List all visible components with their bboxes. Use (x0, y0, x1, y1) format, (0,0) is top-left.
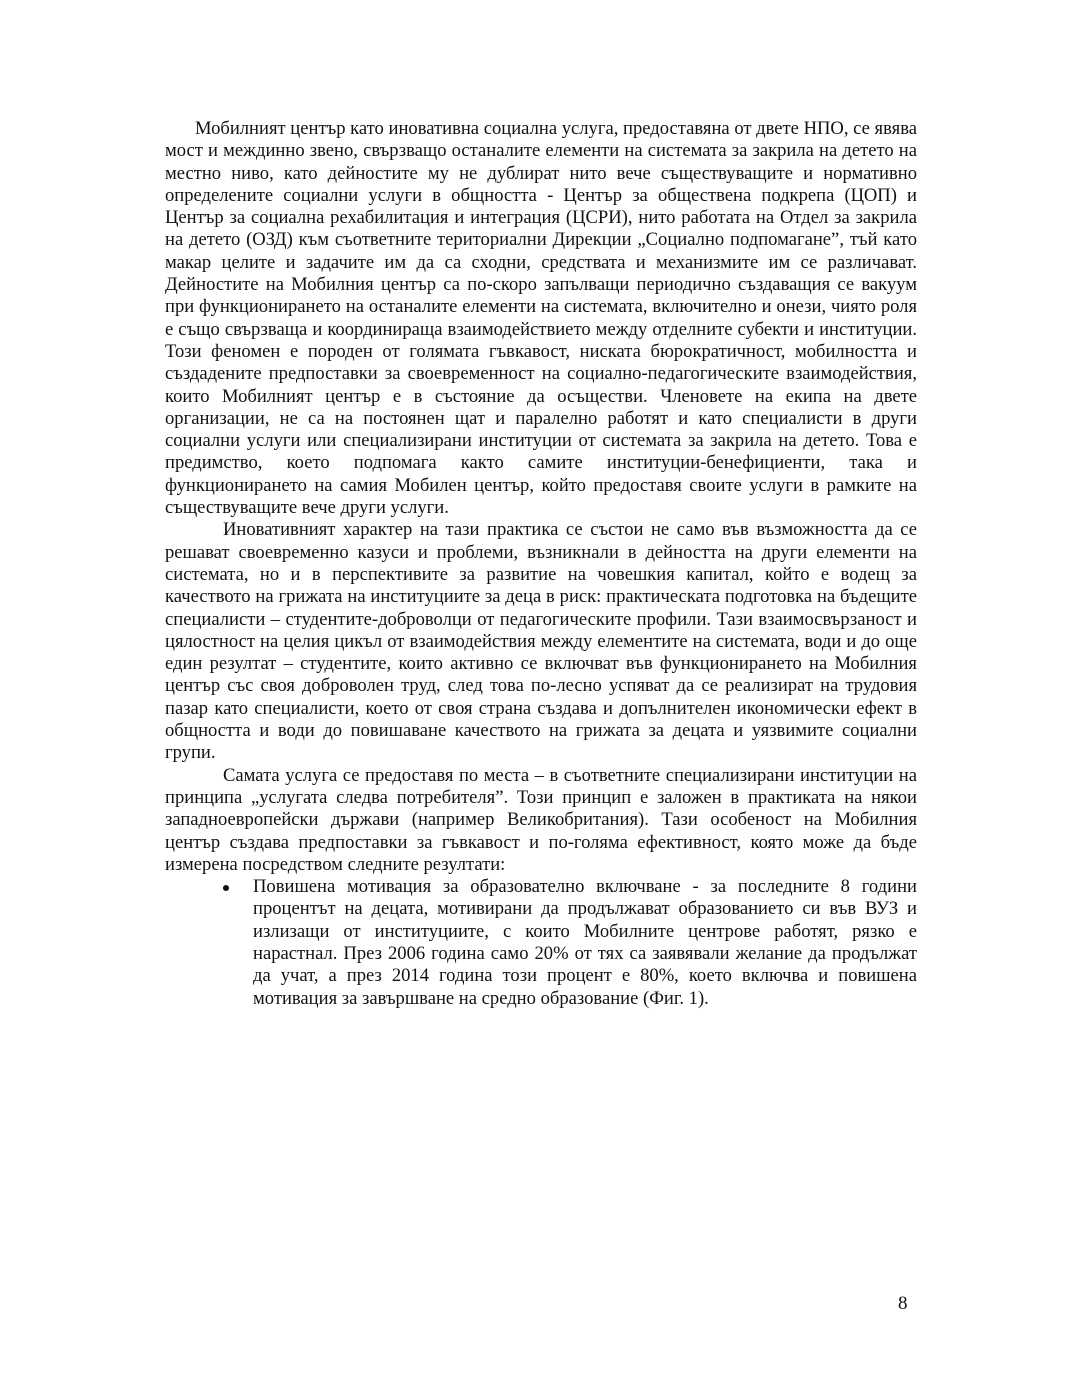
paragraph-service-on-site: Самата услуга се предоставя по места – в съответните специализирани институции на принципа „услугата следва потребителя”. Този принцип е заложен в практиката на някои западноевропейски държави (например Великобритания). Тази особеност на Мобилния център създава предпоставки за гъвкавост и по-голяма ефективност, която може да бъде измерена посредством следните резултати: (165, 764, 917, 875)
document-page (165, 118, 917, 1010)
results-list (165, 876, 917, 1010)
list-item-text: Повишена мотивация за образователно включване - за последните 8 години процентът на децата, мотивирани да продължават образованието си във ВУЗ и излизащи от институциите, с които Мобилните центрове работят, рязко е нарастнал. През 2006 година само 20% от тях са заявявали желание да продължат да учат, а през 2014 година този процент е 80%, което включва и повишена мотивация за завършване на средно образование (Фиг. 1). (253, 876, 917, 1009)
paragraph-mobile-center-intro: Мобилният център като иновативна социална услуга, предоставяна от двете НПО, се явява мост и междинно звено, свързващо останалите елементи на системата за закрила на детето на местно ниво, като дейностите му не дублират нито вече съществуващите и нормативно определените социални услуги в общността - Център за обществена подкрепа (ЦОП) и Център за социална рехабилитация и интеграция (ЦСРИ), нито работата на Отдел за закрила на детето (ОЗД) към съответните териториални Дирекции „Социално подпомагане”, тъй като макар целите и задачите им да са сходни, средствата и механизмите им се различават. Дейностите на Мобилния център са по-скоро запълващи периодично създаващия се вакуум при функционирането на останалите елементи на системата, включително и онези, чиято роля е също свързваща и координираща взаимодействието между отделните субекти и институции. Този феномен е породен от голямата гъвкавост, ниската бюрократичност, мобилността и създадените предпоставки за своевременност на социално-педагогическите взаимодействия, които Мобилният център е в състояние да осъществи. Членовете на екипа на двете организации, не са на постоянен щат и паралелно работят и като специалисти в други социални услуги или специализирани институции от системата за закрила на детето. Това е предимство, което подпомага както самите институции-бенефициенти, така и функционирането на самия Мобилен център, който предоставя своите услуги в рамките на съществуващите вече други услуги. (165, 118, 917, 519)
paragraph-innovative-character: Иновативният характер на тази практика се състои не само във възможността да се решават своевременно казуси и проблеми, възникнали в дейността на други елементи на системата, но и в перспективите за развитие на човешкия капитал, който е водещ за качеството на грижата на институциите за деца в риск: практическата подготовка на бъдещите специалисти – студентите-доброволци от педагогическите профили. Тази взаимосвързаност и цялостност на целия цикъл от взаимодействия между елементите на системата, води и до още един резултат – студентите, които активно се включват във функционирането на Мобилния център със своя доброволен труд, след това по-лесно успяват да се реализират на трудовия пазар като специалисти, което от своя страна създава и допълнителен икономически ефект в общността и води до повишаване качеството на грижата за децата и уязвимите социални групи. (165, 519, 917, 764)
bullet-icon (223, 885, 229, 891)
list-item (253, 876, 917, 1010)
page-number: 8 (898, 1293, 908, 1314)
